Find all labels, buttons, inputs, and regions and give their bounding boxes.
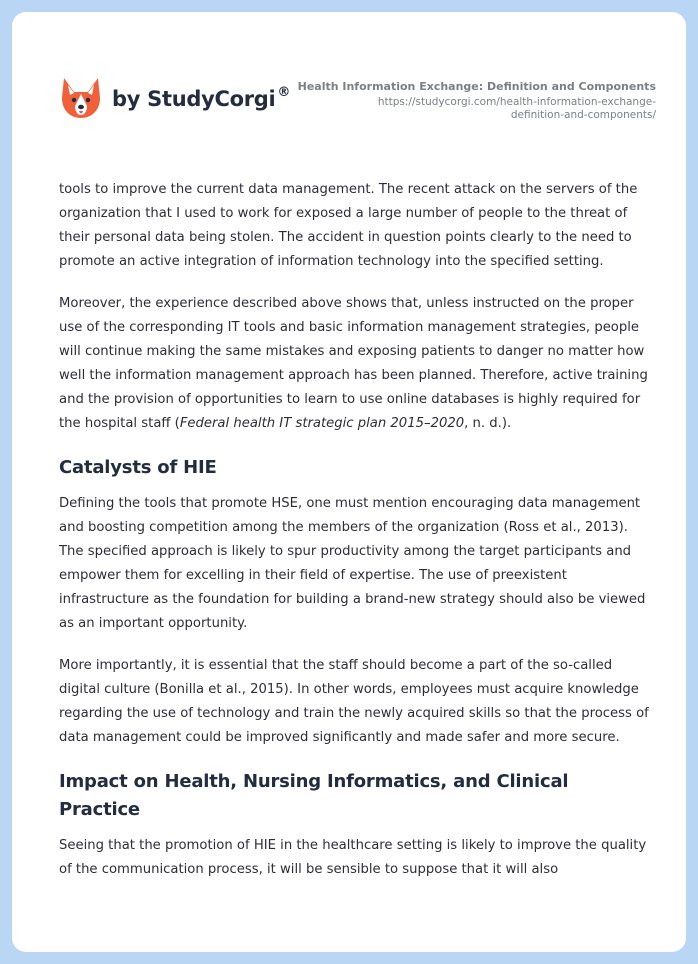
- paragraph-1: tools to improve the current data management. The recent attack on the servers of the organization that I used to work for exposed a large number of people to the threat of their personal data being stolen. The accident in question points clearly to the need to promote an active integration of information technology into the specified setting.: [59, 182, 638, 269]
- document-title: Health Information Exchange: Definition and Components: [297, 80, 656, 93]
- paragraph-4: More importantly, it is essential that the staff should become a part of the so-called digital culture (Bonilla et al., 2015). In other words, employees must acquire knowledge regarding the use of technology and train the newly acquired skills so that the process of data management could be improved significantly and made safer and more secure.: [59, 658, 649, 745]
- paragraph-2: Moreover, the experience described above shows that, unless instructed on the proper use of the corresponding IT tools and basic information management strategies, people will continue making the same mistakes and exposing patients to danger no matter how well the information management approach has been planned. Therefore, active training and the provision of opportunities to learn to use online databases is highly required for the hospital staff (Federal health IT strategic plan 2015–2020, n. d.).: [59, 296, 648, 431]
- page-header: [12, 12, 686, 152]
- corgi-logo-icon: [60, 76, 102, 122]
- document-url-line-1: https://studycorgi.com/health-information-exchange-: [377, 96, 656, 108]
- document-body: [59, 178, 655, 900]
- document-meta: [296, 80, 656, 122]
- studycorgi-logo[interactable]: [60, 76, 290, 122]
- document-url-line-2: definition-and-components/: [510, 109, 656, 121]
- brand-name: by StudyCorgi ®: [112, 85, 291, 111]
- citation-title: Federal health IT strategic plan 2015–2020: [179, 416, 465, 431]
- registered-mark: ®: [277, 85, 291, 100]
- heading-catalysts: Catalysts of HIE: [59, 457, 217, 478]
- document-page: [12, 12, 686, 952]
- paragraph-5: Seeing that the promotion of HIE in the healthcare setting is likely to improve the quality of the communication process, it will be sensible to suppose that it will also: [59, 838, 647, 877]
- paragraph-3: Defining the tools that promote HSE, one must mention encouraging data management and boosting competition among the members of the organization (Ross et al., 2013). The specified approach is likely to spur productivity among the target participants and empower them for excelling in their field of expertise. The use of preexistent infrastructure as the foundation for building a brand-new strategy should also be viewed as an important opportunity.: [59, 496, 646, 631]
- document-url[interactable]: [296, 96, 656, 122]
- heading-impact: Impact on Health, Nursing Informatics, and Clinical Practice: [59, 771, 569, 820]
